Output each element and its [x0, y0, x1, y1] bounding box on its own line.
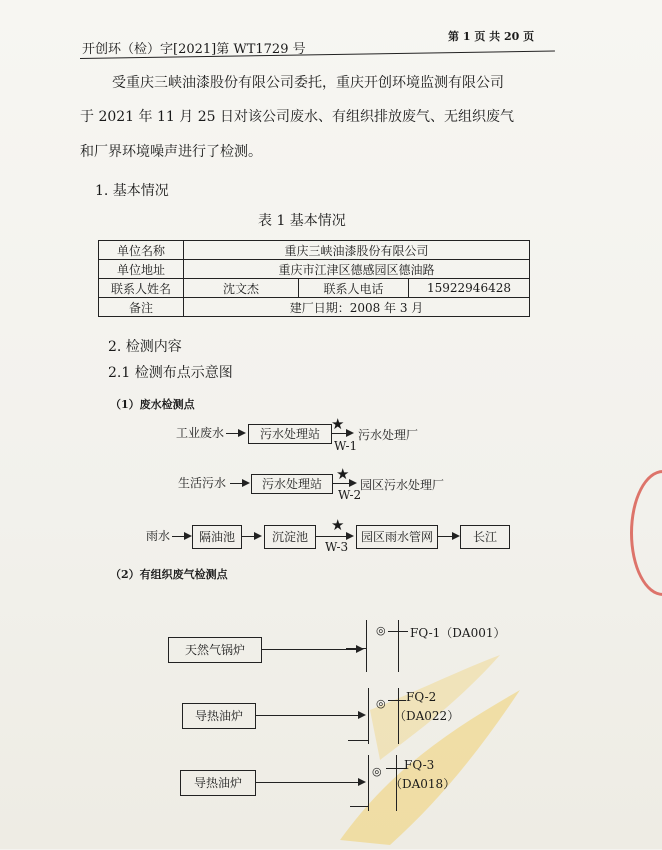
watermark-logo	[330, 650, 530, 850]
ww3-point-label: W-3	[325, 540, 349, 554]
ww1-arrow-2	[332, 433, 352, 434]
sampling-star-icon: ★	[331, 516, 345, 534]
ww2-source: 生活污水	[178, 476, 227, 490]
table-cell: 联系人姓名	[99, 279, 184, 298]
table-row	[99, 260, 530, 279]
stack1-left	[366, 620, 367, 672]
stack2-left	[368, 688, 369, 744]
ww2-arrow-1	[230, 483, 248, 484]
table-cell: 建厂日期：2008 年 3 月	[184, 298, 530, 317]
gas3-arrow	[256, 782, 364, 783]
ww1-point-label: W-1	[334, 439, 358, 453]
stack2-base	[348, 740, 368, 741]
ww2-arrow-2	[333, 483, 355, 484]
table-cell: 单位名称	[99, 241, 184, 260]
table-cell: 重庆三峡油漆股份有限公司	[184, 241, 530, 260]
stack2-leader	[388, 700, 406, 701]
wastewater-title: （1）废水检测点	[110, 398, 195, 411]
table-cell: 联系人电话	[299, 279, 409, 298]
table-caption: 表 1 基本情况	[258, 213, 346, 229]
ww3-arrow-1	[172, 536, 190, 537]
monitor-point-icon: ◎	[376, 697, 386, 710]
intro-line-1: 受重庆三峡油漆股份有限公司委托，重庆开创环境监测有限公司	[112, 75, 504, 91]
table-cell: 沈文杰	[184, 279, 299, 298]
gas3-point-label-b: （DA018）	[390, 777, 456, 791]
monitor-point-icon: ◎	[372, 765, 382, 778]
ww3-step1-box: 隔油池	[192, 525, 242, 549]
ww3-source: 雨水	[146, 529, 171, 543]
ww3-arrow-3	[316, 536, 352, 537]
stack1-base	[346, 648, 366, 649]
gas1-source-box: 天然气锅炉	[168, 637, 262, 663]
stack3-base	[350, 806, 368, 807]
monitor-point-icon: ◎	[376, 624, 386, 637]
ww2-process-box: 污水处理站	[251, 474, 333, 494]
gas3-source-box: 导热油炉	[180, 770, 256, 796]
ww1-source: 工业废水	[176, 426, 225, 440]
ww1-process-box: 污水处理站	[248, 424, 332, 444]
ww1-arrow-1	[226, 433, 244, 434]
ww3-step3-box: 园区雨水管网	[356, 525, 438, 549]
stack1-right	[398, 620, 399, 672]
gas2-source-box: 导热油炉	[182, 703, 256, 729]
table-cell: 备注	[99, 298, 184, 317]
gas1-point-label: FQ-1（DA001）	[410, 626, 506, 640]
intro-line-2: 于 2021 年 11 月 25 日对该公司废水、有组织排放废气、无组织废气	[80, 109, 514, 125]
table-cell: 重庆市江津区德感园区德油路	[184, 260, 530, 279]
ww3-arrow-2	[242, 536, 260, 537]
table-row	[99, 241, 530, 260]
section-2-heading: 2. 检测内容	[108, 339, 182, 355]
stack3-left	[368, 755, 369, 811]
stack3-leader	[386, 768, 406, 769]
ww3-step2-box: 沉淀池	[264, 525, 316, 549]
table-cell: 单位地址	[99, 260, 184, 279]
gas2-arrow	[256, 715, 364, 716]
page-info: 第 1 页 共 20 页	[448, 30, 535, 43]
table-row	[99, 298, 530, 317]
ww1-dest: 污水处理厂	[358, 428, 419, 442]
ww3-arrow-4	[438, 536, 458, 537]
ww3-dest-box: 长江	[460, 525, 510, 549]
basic-info-table	[98, 240, 530, 317]
gas-title: （2）有组织废气检测点	[110, 568, 228, 581]
ww2-point-label: W-2	[338, 488, 362, 502]
stack1-leader	[388, 631, 408, 632]
report-number: 开创环（检）字[2021]第 WT1729 号	[82, 42, 306, 57]
sampling-star-icon: ★	[336, 465, 350, 483]
sampling-star-icon: ★	[331, 415, 345, 433]
table-cell: 15922946428	[409, 279, 530, 298]
gas2-point-label-a: FQ-2	[406, 690, 437, 704]
intro-line-3: 和厂界环境噪声进行了检测。	[80, 144, 262, 160]
gas3-point-label-a: FQ-3	[404, 758, 435, 772]
section-2-1-heading: 2.1 检测布点示意图	[108, 365, 233, 381]
gas2-point-label-b: （DA022）	[394, 709, 460, 723]
red-stamp	[630, 470, 662, 596]
ww2-dest: 园区污水处理厂	[360, 478, 445, 492]
table-row	[99, 279, 530, 298]
section-1-heading: 1. 基本情况	[95, 183, 169, 199]
